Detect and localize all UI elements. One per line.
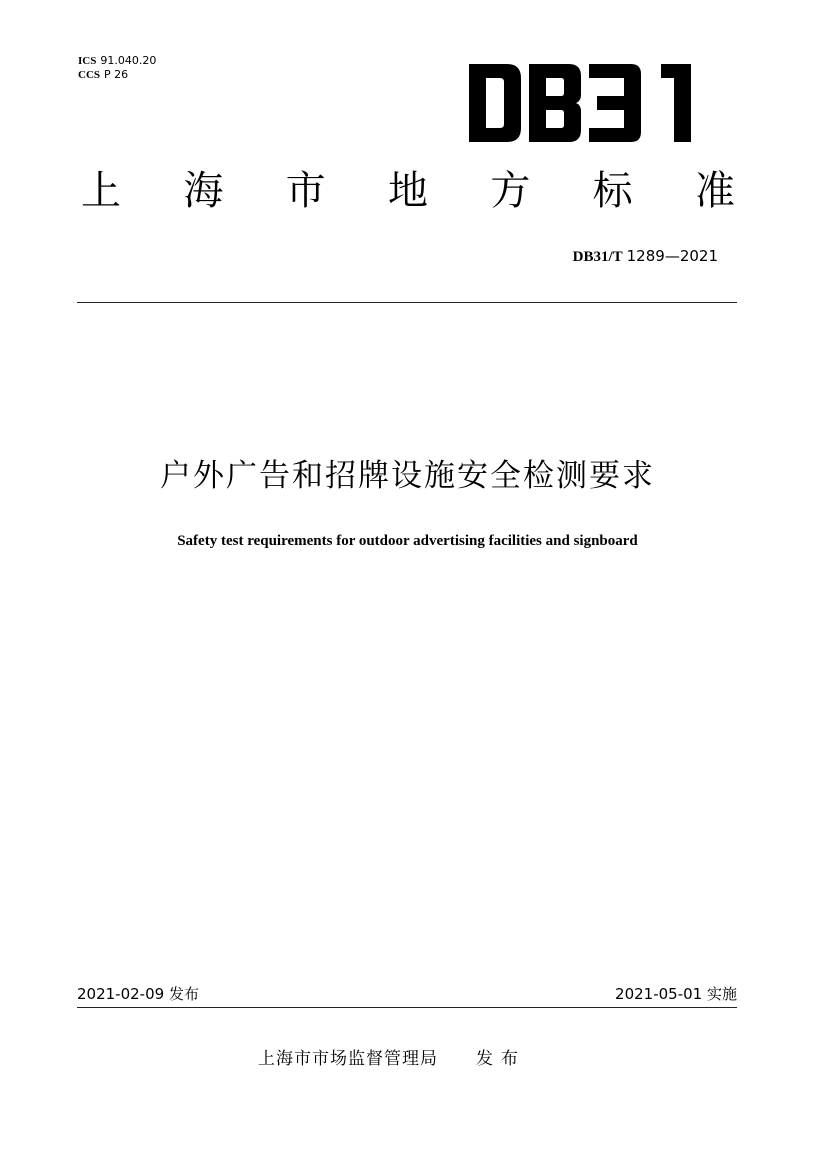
header-divider <box>77 302 737 303</box>
standard-type-banner <box>78 168 738 214</box>
classification-codes <box>78 54 156 82</box>
ccs-value: P 26 <box>104 68 129 81</box>
issuer-organization: 上海市市场监督管理局 <box>258 1049 438 1069</box>
footer-divider <box>77 1007 737 1008</box>
issuing-authority <box>258 1048 526 1070</box>
implementation-date: 2021-05-01 实施 <box>615 985 737 1003</box>
standard-type-char: 市 <box>285 168 326 214</box>
standard-number <box>573 247 718 266</box>
db31-logo <box>469 64 691 142</box>
standard-number-value: 1289—2021 <box>626 247 718 265</box>
issue-date: 2021-02-09 发布 <box>77 985 199 1003</box>
standard-type-char: 地 <box>387 168 428 214</box>
standard-number-prefix: DB31/T <box>572 249 623 265</box>
standard-type-char: 上 <box>81 168 121 214</box>
logo-letter-d <box>469 64 521 142</box>
standard-type-char: 准 <box>694 168 735 214</box>
logo-digit-1 <box>661 64 691 142</box>
standard-type-char: 标 <box>592 168 633 214</box>
standard-type-char: 方 <box>490 168 531 214</box>
issuer-action: 发布 <box>476 1049 526 1069</box>
standard-type-char: 海 <box>183 168 224 214</box>
ccs-code <box>78 68 156 82</box>
logo-letter-b <box>529 64 581 142</box>
ccs-label: CCS <box>78 69 101 81</box>
logo-digit-3 <box>589 64 641 142</box>
ics-code <box>78 54 156 68</box>
ics-label: ICS <box>78 55 97 67</box>
document-title-cn: 户外广告和招牌设施安全检测要求 <box>160 458 655 494</box>
ics-value: 91.040.20 <box>100 54 157 67</box>
document-title-en: Safety test requirements for outdoor advertising facilities and signboard <box>177 533 638 549</box>
